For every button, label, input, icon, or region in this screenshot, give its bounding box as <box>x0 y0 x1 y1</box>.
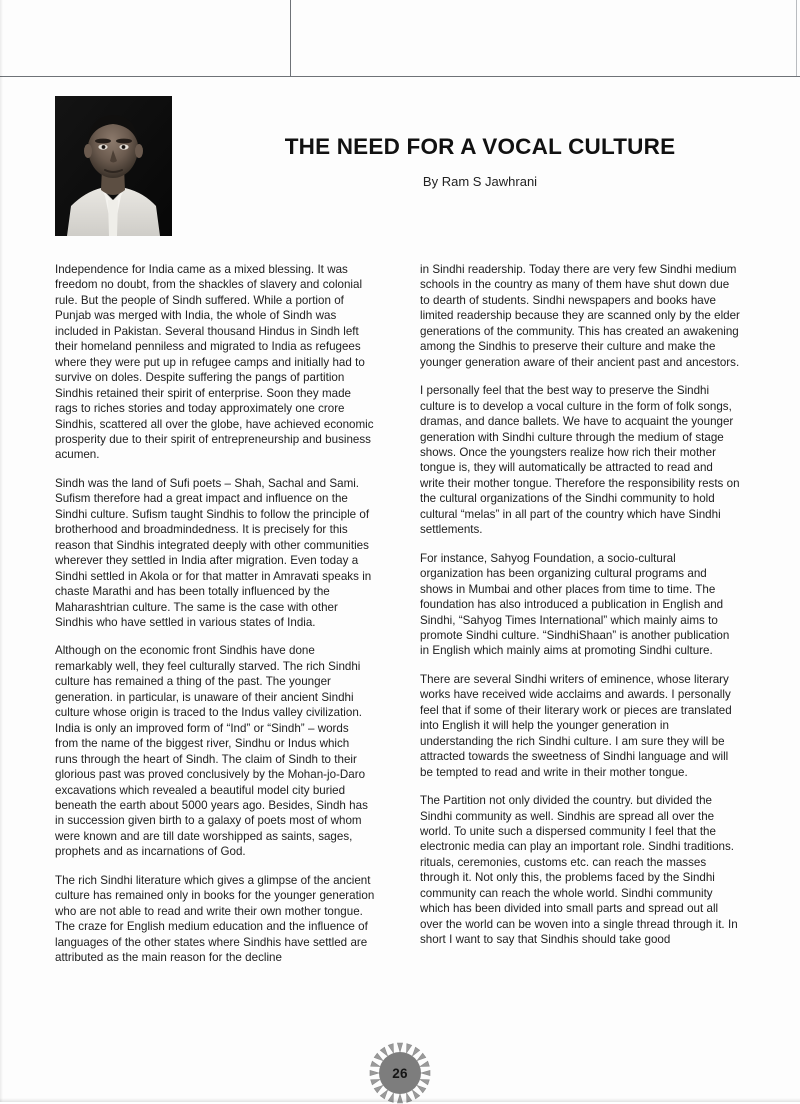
article-body <box>0 262 800 1002</box>
paragraph: The Partition not only divided the country. but divided the Sindhi community as well. Sindhis are spread all over the world. To unite such a dispersed community I feel that the electronic media can play an important role. Sindhi traditions. rituals, ceremonies, customs etc. can reach the masses through it. Not only this, the problems faced by the Sindhi community can reach the whole world. Sindhi community which has been divided into small parts and spread out all over the world can be woven into a single thread through it. In short I want to say that Sindhis should take good <box>420 794 738 947</box>
header-horizontal-rule <box>0 76 800 77</box>
header-vertical-rule <box>290 0 291 77</box>
scan-edge-bottom <box>0 1098 800 1102</box>
paragraph: Independence for India came as a mixed blessing. It was freedom no doubt, from the shackles of slavery and colonial rule. But the people of Sindh suffered. While a portion of Punjab was merged with India, the whole of Sindh was included in Pakistan. Several thousand Hindus in Sindh left their homeland penniless and migrated to India as refugees where they were put up in refugee camps and initially had to survive on doles. Despite suffering the pangs of partition Sindhis retained their spirit of enterprise. Soon they made rags to riches stories and today approximately one crore Sindhis, scattered all over the globe, have achieved economic prosperity due to their spirit of entrepreneurship and business acumen. <box>55 263 374 462</box>
paragraph: in Sindhi readership. Today there are very few Sindhi medium schools in the country as many of them have shut down due to dearth of students. Sindhi newspapers and books have limited readership because they are scanned only by the elder generations of the community. This has created an awakening among the Sindhis to preserve their culture and make the younger generation aware of their ancient past and ancestors. <box>420 263 740 369</box>
article-masthead <box>0 88 800 240</box>
title-block <box>200 134 760 189</box>
paragraph: There are several Sindhi writers of eminence, whose literary works have received wide acclaims and awards. I personally feel that if some of their literary work or pieces are translated into English it will help the younger generation in understanding the rich Sindhi culture. I am sure they will be attracted towards the sweetness of Sindhi language and will be tempted to read and write in their mother tongue. <box>420 672 732 779</box>
article-title: THE NEED FOR A VOCAL CULTURE <box>284 134 676 159</box>
body-column-right <box>420 262 740 1002</box>
page-number: 26 <box>392 1065 408 1081</box>
paragraph: I personally feel that the best way to preserve the Sindhi culture is to develop a vocal culture in the form of folk songs, dramas, and dance ballets. We have to acquaint the younger generation with Sindhi culture through the medium of stage shows. Once the youngsters realize how rich their mother tongue is, they will automatically be attracted to read and write their mother tongue. Therefore the responsibility rests on the cultural organizations of the Sindhi community to hold cultural “melas” in all part of the country which have Sindhi settlements. <box>420 384 740 537</box>
author-portrait-photo <box>55 96 172 236</box>
scan-edge-left <box>0 0 3 1102</box>
article-byline: By Ram S Jawhrani <box>422 173 538 189</box>
header-right-edge-rule <box>796 0 797 77</box>
paragraph: Sindh was the land of Sufi poets – Shah, Sachal and Sami. Sufism therefore had a great impact and influence on the Sindhi culture. Sufism taught Sindhis to follow the principle of brotherhood and broadmindedness. It is precisely for this reason that Sindhis integrated deeply with other communities wherever they settled in India after migration. Even today a Sindhi settled in Akola or for that matter in Amravati speaks in chaste Marathi and has been totally influenced by the Maharashtrian culture. The same is the case with other Sindhis who have settled in various states of India. <box>55 476 372 629</box>
paragraph: For instance, Sahyog Foundation, a socio-cultural organization has been organizing cultural programs and shows in Mumbai and other places from time to time. The foundation has also introduced a publication in English and Sindhi, “Sahyog Times International” which mainly aims to promote Sindhi culture. “SindhiShaan” is another publication in English which mainly aims at promoting Sindhi culture. <box>420 551 730 658</box>
paragraph: Although on the economic front Sindhis have done remarkably well, they feel culturally starved. The rich Sindhi culture has remained a thing of the past. The younger generation. in particular, is unaware of their ancient Sindhi culture whose origin is traced to the Indus valley civilization. India is only an improved form of “Ind” or “Sindh” – words from the name of the biggest river, Sindhu or Indus which runs through the heart of Sindh. The claim of Sindh to their glorious past was proved conclusively by the Mohan-jo-Daro excavations which revealed a beautiful model city buried beneath the earth about 5000 years ago. Besides, Sindh has in succession given birth to a galaxy of poets most of whom were known and are till date worshipped as saints, sages, prophets and as incarnations of God. <box>55 644 368 859</box>
page-number-badge <box>369 1042 431 1104</box>
body-column-left <box>55 262 375 1002</box>
paragraph: The rich Sindhi literature which gives a glimpse of the ancient culture has remained only in books for the younger generation who are not able to read and write their own mother tongue. The craze for English medium education and the influence of languages of the other states where Sindhis have settled are attributed as the main reason for the decline <box>55 873 375 965</box>
